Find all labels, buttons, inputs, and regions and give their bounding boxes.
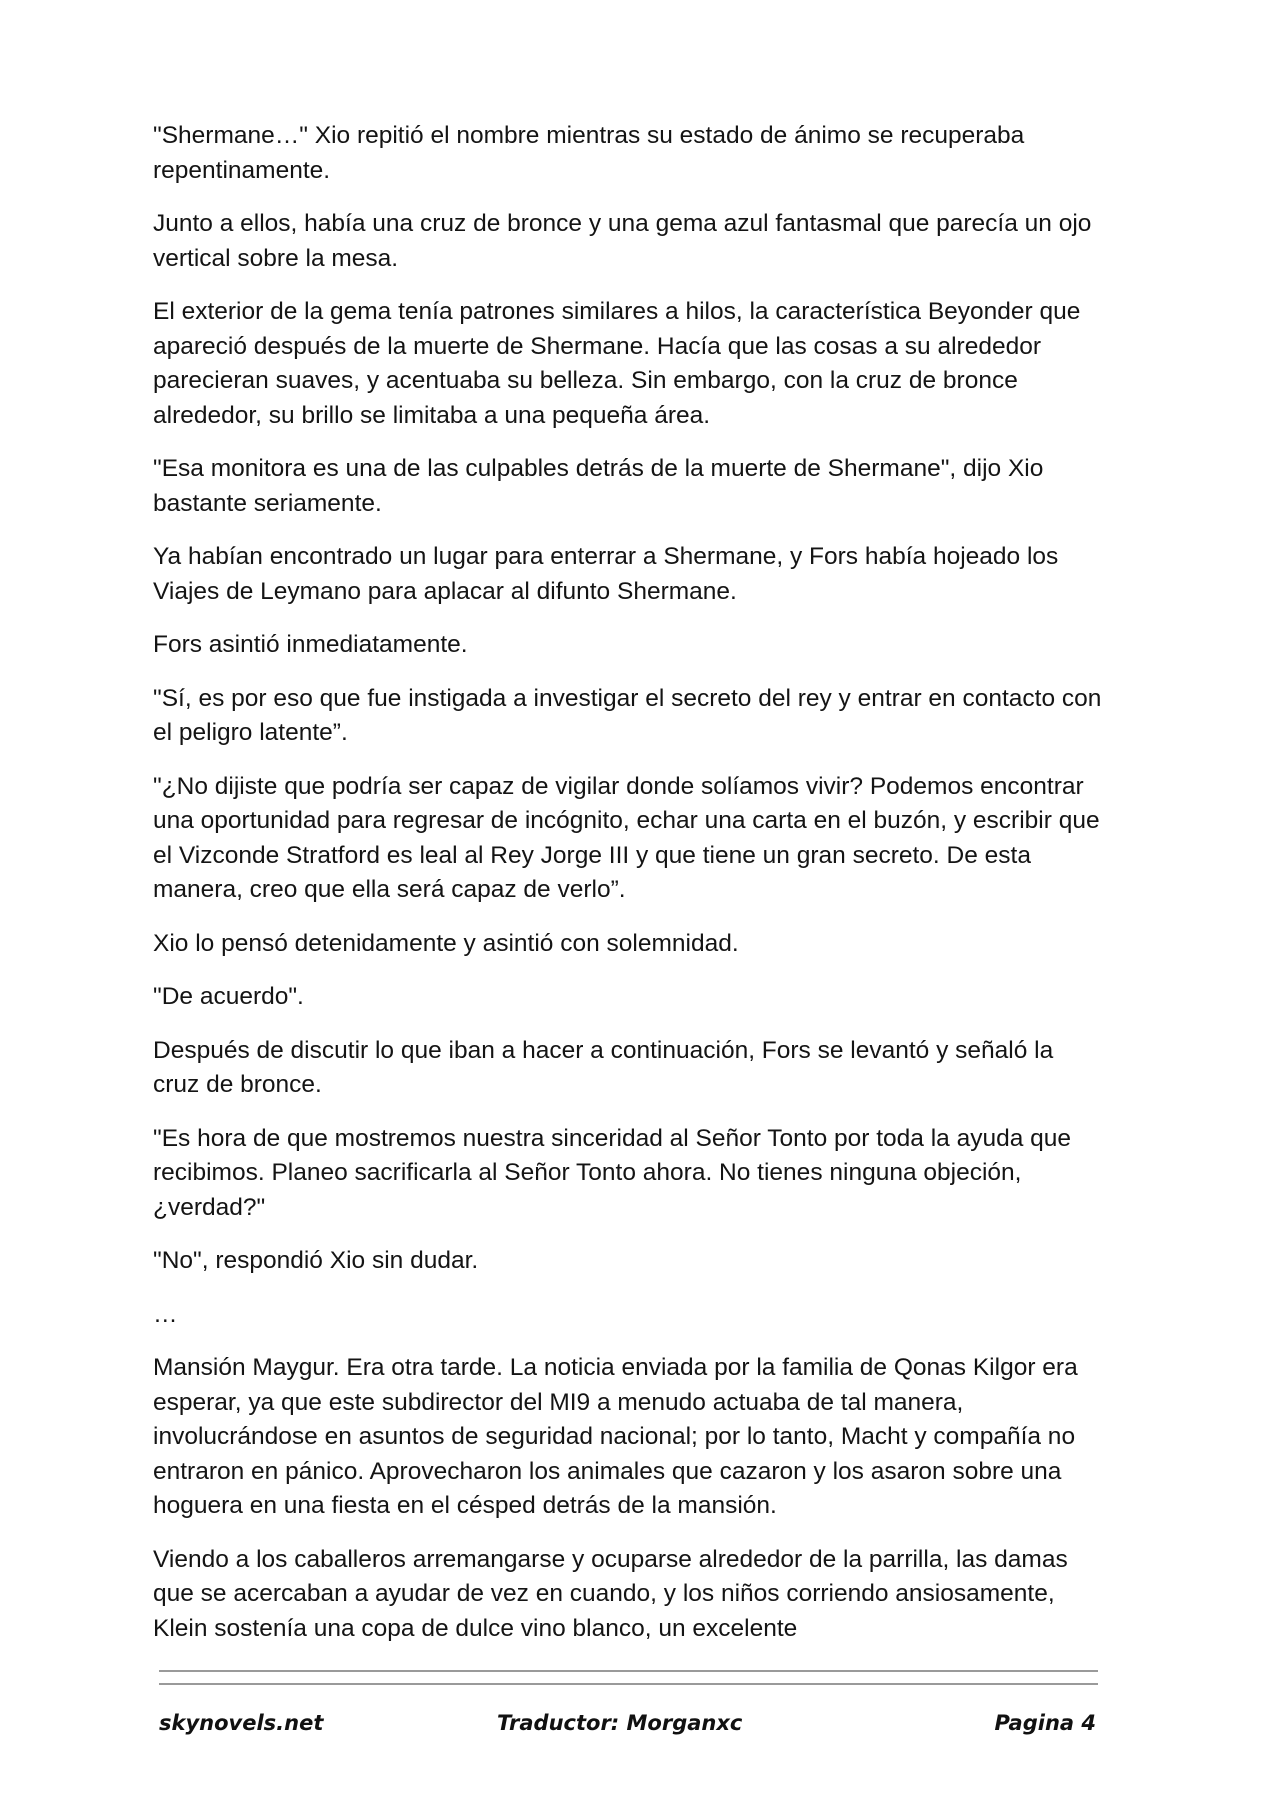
- paragraph: "Esa monitora es una de las culpables detrás de la muerte de Shermane", dijo Xio bastante seriamente.: [153, 455, 1044, 517]
- paragraph: Xio lo pensó detenidamente y asintió con solemnidad.: [153, 929, 739, 957]
- paragraph: "No", respondió Xio sin dudar.: [153, 1247, 479, 1274]
- paragraph: Después de discutir lo que iban a hacer a continuación, Fors se levantó y señaló la cruz de bronce.: [153, 1036, 1054, 1098]
- paragraph: Viendo a los caballeros arremangarse y ocuparse alrededor de la parrilla, las damas que se acercaban a ayudar de vez en cuando, y los niños corriendo ansiosamente, Klein sostenía una copa de dulce vino blanco, un excelente: [153, 1545, 1068, 1642]
- paragraph: "Sí, es por eso que fue instigada a investigar el secreto del rey y entrar en contacto con el peligro latente”.: [153, 684, 1102, 746]
- paragraph: "Es hora de que mostremos nuestra sinceridad al Señor Tonto por toda la ayuda que recibimos. Planeo sacrificarla al Señor Tonto ahora. No tienes ninguna objeción, ¿verdad?": [153, 1124, 1072, 1221]
- footer-translator: Traductor: Morganxc: [497, 1711, 743, 1735]
- paragraph: "De acuerdo".: [153, 983, 304, 1010]
- paragraph: "Shermane…" Xio repitió el nombre mientras su estado de ánimo se recuperaba repentinamente.: [153, 122, 1025, 184]
- footer-page-number: Pagina 4: [994, 1711, 1096, 1735]
- paragraph: Junto a ellos, había una cruz de bronce y una gema azul fantasmal que parecía un ojo vertical sobre la mesa.: [153, 210, 1092, 272]
- paragraph: El exterior de la gema tenía patrones similares a hilos, la característica Beyonder que apareció después de la muerte de Shermane. Hacía que las cosas a su alrededor parecieran suaves, y acentuaba su belleza. Sin embargo, con la cruz de bronce alrededor, su brillo se limitaba a una pequeña área.: [153, 298, 1081, 429]
- body-text: [153, 119, 1103, 1665]
- footer-divider-top: [159, 1670, 1098, 1672]
- footer-divider-bottom: [159, 1683, 1098, 1685]
- paragraph: Fors asintió inmediatamente.: [153, 631, 468, 658]
- footer-site: skynovels.net: [159, 1711, 324, 1735]
- paragraph: "¿No dijiste que podría ser capaz de vigilar donde solíamos vivir? Podemos encontrar una oportunidad para regresar de incógnito, echar una carta en el buzón, y escribir que el Vizconde Stratford es leal al Rey Jorge III y que tiene un gran secreto. De esta manera, creo que ella será capaz de verlo”.: [153, 772, 1100, 903]
- paragraph: Ya habían encontrado un lugar para enterrar a Shermane, y Fors había hojeado los Viajes de Leymano para aplacar al difunto Shermane.: [153, 543, 1059, 605]
- paragraph: Mansión Maygur. Era otra tarde. La noticia enviada por la familia de Qonas Kilgor era esperar, ya que este subdirector del MI9 a menudo actuaba de tal manera, involucrándose en asuntos de seguridad nacional; por lo tanto, Macht y compañía no entraron en pánico. Aprovecharon los animales que cazaron y los asaron sobre una hoguera en una fiesta en el césped detrás de la mansión.: [153, 1354, 1078, 1519]
- scene-break: …: [153, 1300, 178, 1328]
